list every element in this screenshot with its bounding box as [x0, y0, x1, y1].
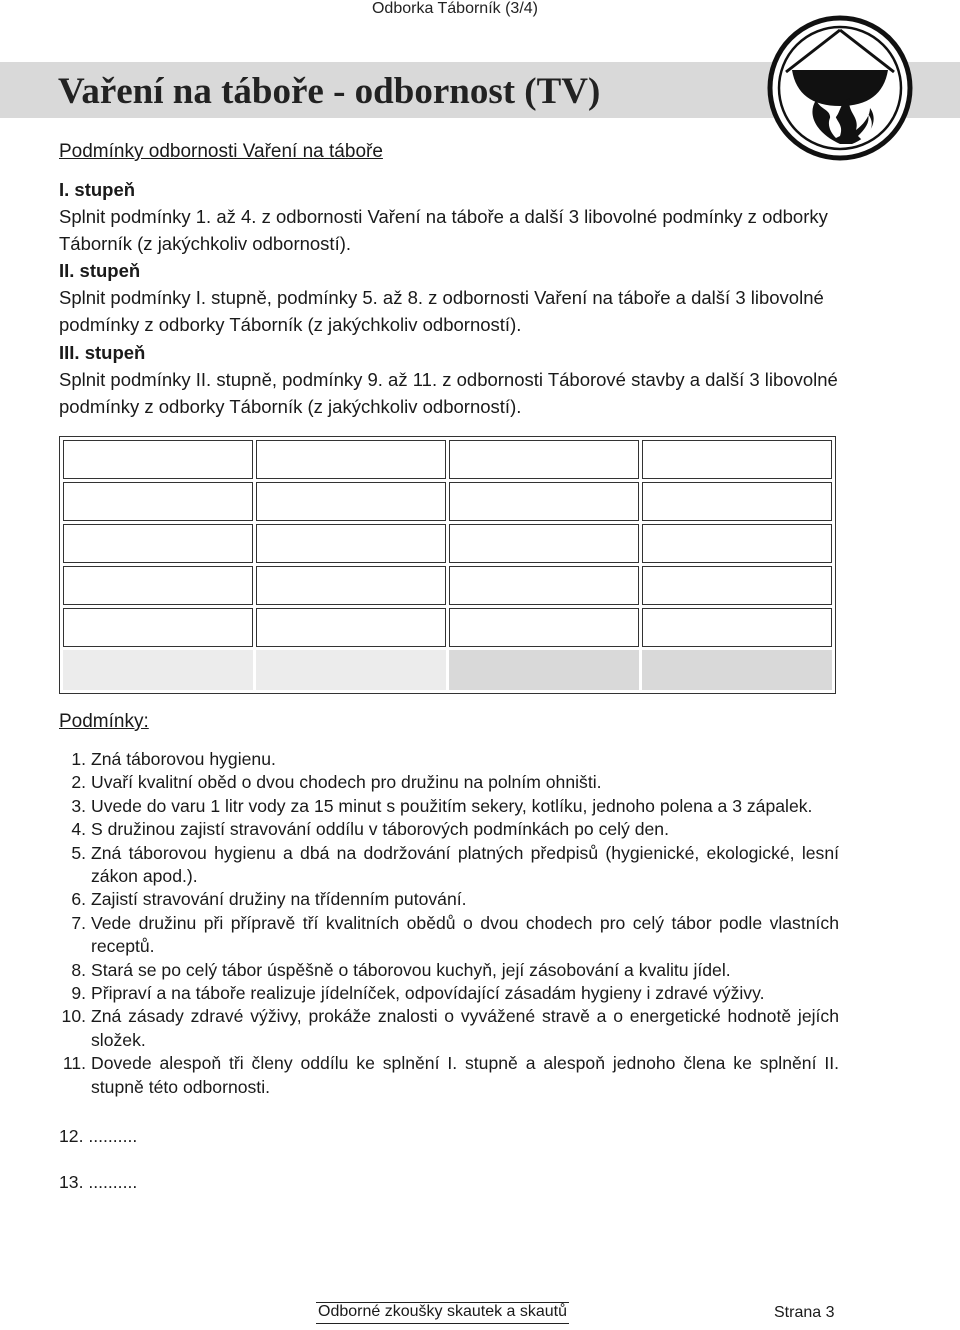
list-item-number: 8. — [71, 959, 86, 980]
extra-condition-12: 12. .......... — [59, 1126, 138, 1146]
level-1 — [59, 176, 849, 257]
list-item-number: 4. — [71, 819, 86, 840]
list-item-text: Vede družinu při přípravě tří kvalitních obědů o dvou chodech pro celý tábor podle vlastních receptů. — [91, 912, 839, 957]
grid-cell — [63, 566, 253, 605]
grid-cell — [256, 482, 446, 521]
footer-publication: Odborné zkoušky skautek a skautů — [316, 1302, 569, 1324]
grid-cell — [256, 524, 446, 563]
extra-condition-13: 13. .......... — [59, 1172, 138, 1192]
page-title-regular: - odbornost (TV) — [323, 71, 601, 112]
list-item — [59, 771, 839, 794]
list-item — [59, 795, 839, 818]
level-2-text: Splnit podmínky I. stupně, podmínky 5. až 8. z odbornosti Vaření na táboře a další 3 libovolné podmínky z odborky Táborník (z jakýchkoliv odborností). — [59, 287, 824, 335]
list-item — [59, 959, 839, 982]
grid-row — [63, 608, 832, 647]
level-3-text: Splnit podmínky II. stupně, podmínky 9. až 11. z odbornosti Táborové stavby a další 3 libovolné podmínky z odborky Táborník (z jakýchkoliv odborností). — [59, 369, 838, 417]
list-item-number: 7. — [71, 912, 86, 933]
list-item-text: S družinou zajistí stravování oddílu v táborových podmínkách po celý den. — [91, 819, 669, 840]
grid-cell — [449, 440, 639, 479]
signature-grid — [59, 436, 836, 694]
list-item-number: 10. — [61, 1006, 86, 1027]
grid-cell — [256, 566, 446, 605]
grid-cell — [256, 440, 446, 479]
grid-cell — [63, 524, 253, 563]
conditions-heading: Podmínky: — [59, 711, 149, 732]
list-item-text: Uvaří kvalitní oběd o dvou chodech pro družinu na polním ohništi. — [91, 772, 602, 793]
list-item — [59, 748, 839, 771]
grid-cell — [642, 482, 832, 521]
list-item-number: 5. — [71, 842, 86, 863]
grid-cell — [642, 524, 832, 563]
list-item-number: 2. — [71, 772, 86, 793]
list-item — [59, 818, 839, 841]
list-item-text: Zajistí stravování družiny na třídenním putování. — [91, 889, 467, 910]
grid-row — [63, 482, 832, 521]
list-item — [59, 1052, 839, 1099]
list-item-number: 9. — [71, 983, 86, 1004]
grid-cell — [642, 440, 832, 479]
level-3-heading: III. stupeň — [59, 342, 146, 363]
grid-row — [63, 524, 832, 563]
footer-page-number: Strana 3 — [774, 1304, 835, 1321]
grid-cell — [63, 482, 253, 521]
list-item-number: 1. — [71, 749, 86, 769]
grid-cell — [642, 608, 832, 647]
grid-cell-shaded — [449, 650, 639, 690]
section-heading: Podmínky odbornosti Vaření na táboře — [59, 141, 383, 162]
grid-cell — [642, 566, 832, 605]
page-title-bold: Vaření na táboře — [58, 71, 324, 112]
grid-cell — [449, 566, 639, 605]
list-item — [59, 842, 839, 889]
grid-row — [63, 440, 832, 479]
list-item-text: Zná táborovou hygienu. — [91, 749, 276, 769]
list-item-number: 3. — [71, 795, 86, 816]
list-item-text: Uvede do varu 1 litr vody za 15 minut s použitím sekery, kotlíku, jednoho polena a 3 zápalek. — [91, 795, 813, 816]
grid-cell-shaded — [256, 650, 446, 690]
list-item — [59, 1005, 839, 1052]
list-item-number: 11. — [62, 1053, 86, 1074]
grid-cell — [449, 482, 639, 521]
level-2-heading: II. stupeň — [59, 260, 141, 281]
level-1-heading: I. stupeň — [59, 179, 136, 200]
grid-cell — [63, 440, 253, 479]
page-title — [58, 70, 600, 113]
list-item — [59, 912, 839, 959]
conditions-list — [59, 748, 839, 1099]
level-1-text: Splnit podmínky 1. až 4. z odbornosti Vaření na táboře a další 3 libovolné podmínky z odborky Táborník (z jakýchkoliv odborností). — [59, 206, 828, 254]
header-tag: Odborka Táborník (3/4) — [371, 0, 538, 17]
grid-cell-shaded — [63, 650, 253, 690]
list-item — [59, 888, 839, 911]
grid-row — [63, 566, 832, 605]
list-item-text: Zná táborovou hygienu a dbá na dodržování platných předpisů (hygienické, ekologické, lesní zákon apod.). — [91, 842, 839, 887]
list-item-text: Stará se po celý tábor úspěšně o táborovou kuchyň, její zásobování a kvalitu jídel. — [91, 959, 731, 980]
list-item-text: Zná zásady zdravé výživy, prokáže znalosti o vyvážené stravě a o energetické hodnotě jejích složek. — [91, 1006, 839, 1050]
list-item-text: Připraví a na táboře realizuje jídelníček, odpovídající zásadám hygieny i zdravé výživy. — [91, 983, 765, 1004]
grid-cell-shaded — [642, 650, 832, 690]
cooking-pot-over-fire-emblem-icon — [766, 12, 914, 164]
list-item — [59, 982, 839, 1005]
level-2 — [59, 257, 849, 338]
list-item-number: 6. — [71, 889, 86, 910]
grid-cell — [63, 608, 253, 647]
grid-row-shaded — [63, 650, 832, 690]
list-item-text: Dovede alespoň tři členy oddílu ke splnění I. stupně a alespoň jednoho člena ke splnění II. stupně této odbornosti. — [91, 1053, 839, 1097]
grid-cell — [256, 608, 446, 647]
grid-cell — [449, 608, 639, 647]
level-3 — [59, 339, 849, 420]
grid-cell — [449, 524, 639, 563]
